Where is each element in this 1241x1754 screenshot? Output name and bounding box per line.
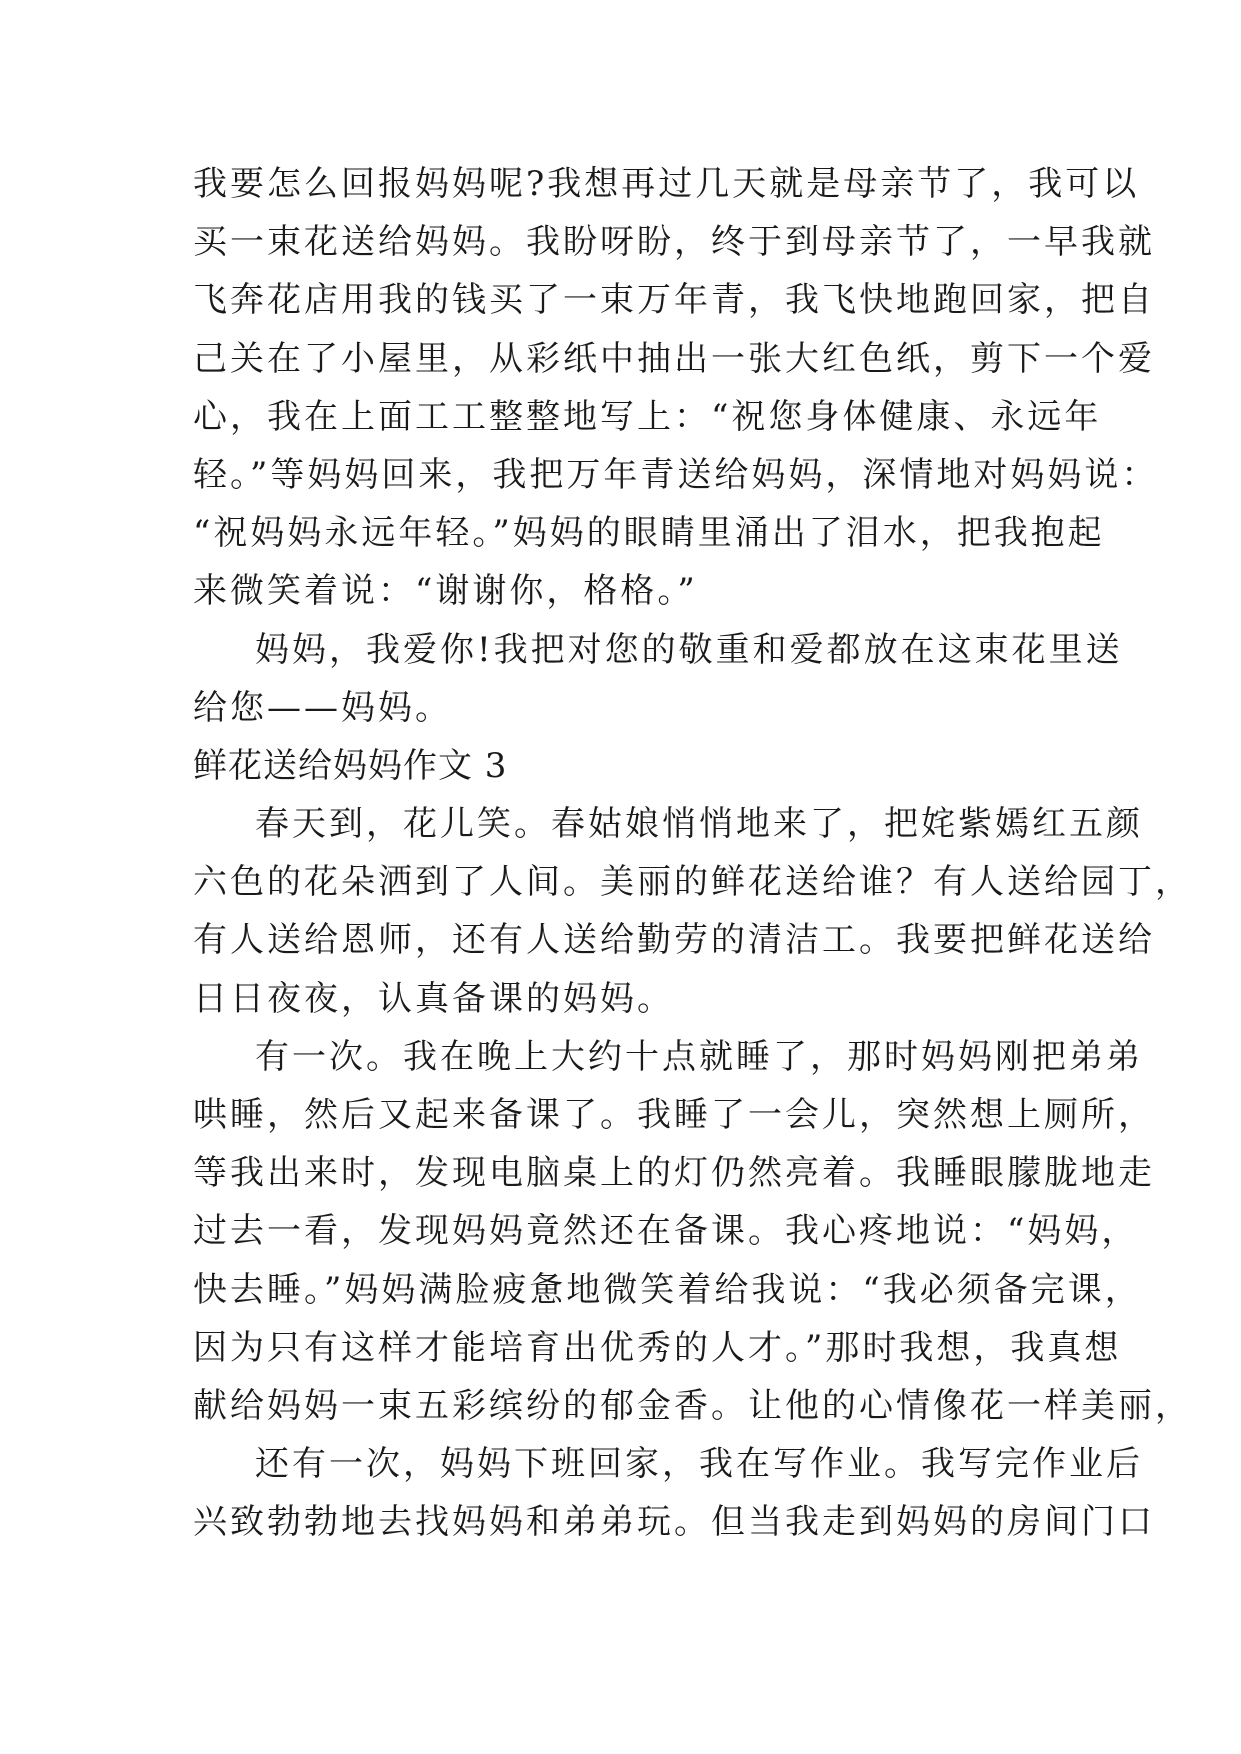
- text-line: 心，我在上面工工整整地写上：“祝您身体健康、永远年: [193, 396, 1102, 437]
- text-line: 我要怎么回报妈妈呢?我想再过几天就是母亲节了，我可以: [193, 164, 1140, 204]
- paragraph-start-line: 有一次。我在晚上大约十点就睡了，那时妈妈刚把弟弟: [255, 1036, 1143, 1077]
- text-line: 己关在了小屋里，从彩纸中抽出一张大红色纸，剪下一个爱: [193, 338, 1155, 379]
- text-line: 哄睡，然后又起来备课了。我睡了一会儿，突然想上厕所，: [193, 1095, 1155, 1135]
- text-line: “祝妈妈永远年轻。”妈妈的眼睛里涌出了泪水，把我抱起: [193, 513, 1105, 554]
- text-line: 等我出来时，发现电脑桌上的灯仍然亮着。我睡眼朦胧地走: [193, 1153, 1155, 1194]
- text-line: 过去一看，发现妈妈竟然还在备课。我心疼地说：“妈妈，: [193, 1211, 1139, 1252]
- text-line: 给您——妈妈。: [193, 687, 452, 728]
- text-line: 快去睡。”妈妈满脸疲惫地微笑着给我说：“我必须备完课，: [193, 1269, 1142, 1310]
- paragraph-start-line: 妈妈，我爱你!我把对您的敬重和爱都放在这束花里送: [255, 629, 1123, 670]
- text-line: 有人送给恩师，还有人送给勤劳的清洁工。我要把鲜花送给: [193, 920, 1155, 961]
- text-line: 献给妈妈一束五彩缤纷的郁金香。让他的心情像花一样美丽，: [193, 1385, 1192, 1426]
- text-line: 日日夜夜，认真备课的妈妈。: [193, 978, 674, 1019]
- text-line: 飞奔花店用我的钱买了一束万年青，我飞快地跑回家，把自: [193, 280, 1155, 321]
- essay-body: [193, 155, 1192, 1552]
- text-line: 买一束花送给妈妈。我盼呀盼，终于到母亲节了，一早我就: [193, 222, 1155, 263]
- text-line: 来微笑着说：“谢谢你，格格。”: [193, 571, 698, 612]
- paragraph-start-line: 还有一次，妈妈下班回家，我在写作业。我写完作业后: [255, 1444, 1143, 1485]
- section-heading: 鲜花送给妈妈作文 3: [193, 745, 508, 786]
- text-line: 因为只有这样才能培育出优秀的人才。”那时我想，我真想: [193, 1327, 1122, 1368]
- paragraph-start-line: 春天到，花儿笑。春姑娘悄悄地来了，把姹紫嫣红五颜: [255, 804, 1143, 845]
- text-line: 轻。”等妈妈回来，我把万年青送给妈妈，深情地对妈妈说：: [193, 454, 1159, 495]
- text-line: 六色的花朵洒到了人间。美丽的鲜花送给谁？有人送给园丁，: [193, 862, 1192, 903]
- text-line: 兴致勃勃地去找妈妈和弟弟玩。但当我走到妈妈的房间门口: [193, 1502, 1155, 1543]
